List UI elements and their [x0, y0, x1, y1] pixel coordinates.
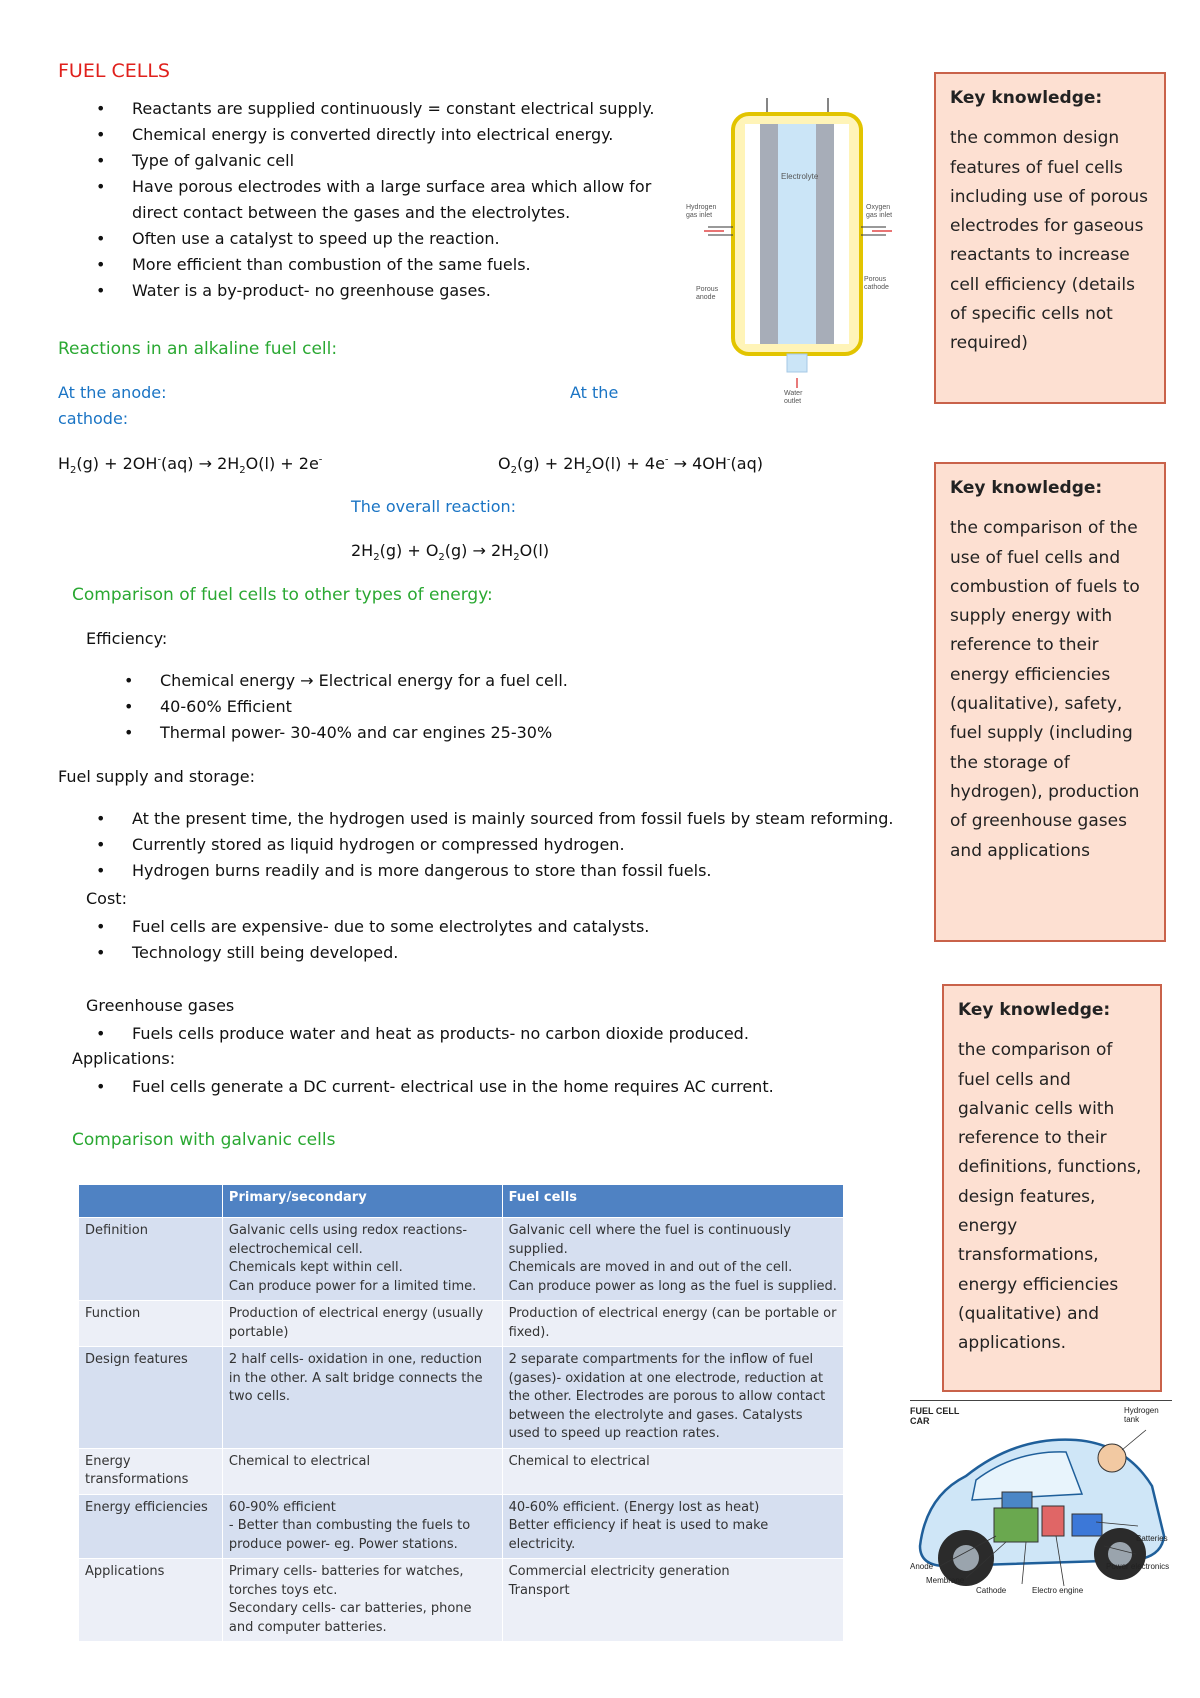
table-cell: Commercial electricity generation Transport — [502, 1559, 843, 1642]
key-knowledge-box-1 — [934, 72, 1166, 404]
fuel-supply-label: Fuel supply and storage: — [58, 767, 255, 786]
hydrogen-tank-label: Hydrogen tank — [1124, 1406, 1159, 1424]
table-row — [79, 1448, 844, 1494]
overall-equation: $2H_2(g) + O_2(g) \to 2H_2O(l)$ — [351, 541, 550, 564]
table-cell: Applications — [79, 1559, 223, 1642]
list-item: • Reactants are supplied continuously = constant electrical supply. — [132, 96, 672, 122]
table-cell: Primary cells- batteries for watches, torches toys etc. Secondary cells- car batteries, phone and computer batteries. — [222, 1559, 502, 1642]
table-cell: Energy transformations — [79, 1448, 223, 1494]
fuel-cell-diagram — [686, 96, 898, 408]
batteries-label: Batteries — [1136, 1534, 1168, 1543]
list-item: • Fuel cells are expensive- due to some electrolytes and catalysts. — [132, 914, 832, 940]
table-row — [79, 1347, 844, 1449]
intro-bullet-list — [132, 96, 672, 304]
list-item: • Thermal power- 30-40% and car engines 25-30% — [160, 720, 760, 746]
membrane-label: Membrane — [926, 1576, 965, 1585]
greenhouse-label: Greenhouse gases — [86, 996, 235, 1015]
fuel-cell-diagram-graphic — [686, 96, 898, 408]
list-item: • Fuel cells generate a DC current- electrical use in the home requires AC current. — [132, 1074, 852, 1100]
table-body — [79, 1218, 844, 1642]
list-item: • Water is a by-product- no greenhouse gases. — [132, 278, 672, 304]
list-item: • Chemical energy → Electrical energy for a fuel cell. — [160, 668, 760, 694]
list-item: • Currently stored as liquid hydrogen or compressed hydrogen. — [132, 832, 932, 858]
table-cell: Production of electrical energy (can be portable or fixed). — [502, 1301, 843, 1347]
key-knowledge-box-2 — [934, 462, 1166, 942]
table-cell: Function — [79, 1301, 223, 1347]
list-item: • More efficient than combustion of the same fuels. — [132, 252, 672, 278]
key-knowledge-box-3 — [942, 984, 1162, 1392]
list-item: • Often use a catalyst to speed up the reaction. — [132, 226, 672, 252]
list-item: • Hydrogen burns readily and is more dangerous to store than fossil fuels. — [132, 858, 932, 884]
key-knowledge-text: the common design features of fuel cells including use of porous electrodes for gaseous reactants to increase cell efficiency (details of specific cells not required) — [950, 128, 1148, 354]
table-cell: Galvanic cells using redox reactions- electrochemical cell. Chemicals kept within cell. Can produce power for a limited time. — [222, 1218, 502, 1301]
cost-bullet-list — [132, 914, 832, 966]
key-knowledge-text: the comparison of fuel cells and galvanic cells with reference to their definitions, functions, design features, energy transformations, energy efficiencies (qualitative) and applications. — [958, 1040, 1142, 1354]
supply-bullet-list — [132, 806, 932, 884]
table-cell: 2 separate compartments for the inflow of fuel (gases)- oxidation at one electrode, reduction at the other. Electrodes are porous to allow contact between the electrolyte and gases. Catalysts used to speed up reaction rates. — [502, 1347, 843, 1449]
applications-label: Applications: — [72, 1049, 176, 1068]
cathode-label-part1: At the — [570, 383, 619, 402]
galvanic-comparison-table — [78, 1184, 844, 1642]
table-row — [79, 1559, 844, 1642]
list-item: • Type of galvanic cell — [132, 148, 672, 174]
table-cell: 40-60% efficient. (Energy lost as heat) Better efficiency if heat is used to make electricity. — [502, 1494, 843, 1559]
reactions-heading: Reactions in an alkaline fuel cell: — [58, 339, 338, 359]
porous-anode-label: Porous anode — [696, 286, 719, 301]
list-item: • 40-60% Efficient — [160, 694, 760, 720]
table-header-row — [79, 1185, 844, 1218]
hydrogen-inlet-label: Hydrogen gas inlet — [686, 204, 717, 219]
electro-engine-label: Electro engine — [1032, 1586, 1084, 1595]
table-row — [79, 1494, 844, 1559]
table-cell: Galvanic cell where the fuel is continuously supplied. Chemicals are moved in and out of the cell. Can produce power as long as the fuel is supplied. — [502, 1218, 843, 1301]
electrolyte-label: Electrolyte — [781, 172, 819, 181]
cost-label: Cost: — [86, 889, 127, 908]
list-item: • Chemical energy is converted directly into electrical energy. — [132, 122, 672, 148]
car-title: FUEL CELL CAR — [910, 1406, 960, 1426]
table-cell: Design features — [79, 1347, 223, 1449]
table-cell: Chemical to electrical — [502, 1448, 843, 1494]
comparison-heading: Comparison of fuel cells to other types of energy: — [72, 585, 493, 605]
table-cell: Chemical to electrical — [222, 1448, 502, 1494]
efficiency-label: Efficiency: — [86, 629, 168, 648]
list-item: • At the present time, the hydrogen used is mainly sourced from fossil fuels by steam reforming. — [132, 806, 932, 832]
list-item: • Fuels cells produce water and heat as products- no carbon dioxide produced. — [132, 1021, 852, 1047]
key-knowledge-heading: Key knowledge: — [950, 478, 1103, 498]
power-electronics-label: Power electronics — [1106, 1562, 1170, 1571]
key-knowledge-heading: Key knowledge: — [958, 1000, 1111, 1020]
table-cell: Energy efficiencies — [79, 1494, 223, 1559]
galvanic-comparison-heading: Comparison with galvanic cells — [72, 1130, 336, 1150]
overall-reaction-label: The overall reaction: — [351, 497, 517, 516]
table-header-cell: Fuel cells — [502, 1185, 843, 1218]
key-knowledge-heading: Key knowledge: — [950, 88, 1103, 108]
fuel-cell-car-illustration — [906, 1396, 1176, 1612]
list-item: • Technology still being developed. — [132, 940, 832, 966]
table-header-cell — [79, 1185, 223, 1218]
greenhouse-bullet-list — [132, 1021, 852, 1047]
table-cell: 2 half cells- oxidation in one, reduction in the other. A salt bridge connects the two cells. — [222, 1347, 502, 1449]
efficiency-bullet-list — [160, 668, 760, 746]
table-cell: Definition — [79, 1218, 223, 1301]
table-row — [79, 1301, 844, 1347]
cathode-label-part2: cathode: — [58, 409, 129, 428]
table-cell: 60-90% efficient - Better than combusting the fuels to produce power- eg. Power stations. — [222, 1494, 502, 1559]
key-knowledge-text: the comparison of the use of fuel cells and combustion of fuels to supply energy with reference to their energy efficiencies (qualitative), safety, fuel supply (including the storage of hydrogen), production of greenhouse gases and applications — [950, 518, 1140, 861]
applications-bullet-list — [132, 1074, 852, 1100]
water-outlet-label: Water outlet — [784, 390, 803, 405]
page-title: FUEL CELLS — [58, 60, 170, 82]
table-row — [79, 1218, 844, 1301]
anode-label-car: Anode — [910, 1562, 934, 1571]
anode-label: At the anode: — [58, 383, 167, 402]
table-header-cell: Primary/secondary — [222, 1185, 502, 1218]
oxygen-inlet-label: Oxygen gas inlet — [866, 204, 893, 219]
cathode-label-car: Cathode — [976, 1586, 1007, 1595]
porous-cathode-label: Porous cathode — [864, 276, 889, 291]
cathode-equation: $O_2(g) + 2H_2O(l) + 4e^- \to 4OH^-(aq)$ — [498, 454, 763, 477]
list-item: • Have porous electrodes with a large surface area which allow for direct contact between the gases and the electrolytes. — [132, 174, 672, 226]
table-cell: Production of electrical energy (usually portable) — [222, 1301, 502, 1347]
anode-equation: $H_2(g) + 2OH^-(aq) \to 2H_2O(l) + 2e^-$ — [58, 454, 323, 477]
